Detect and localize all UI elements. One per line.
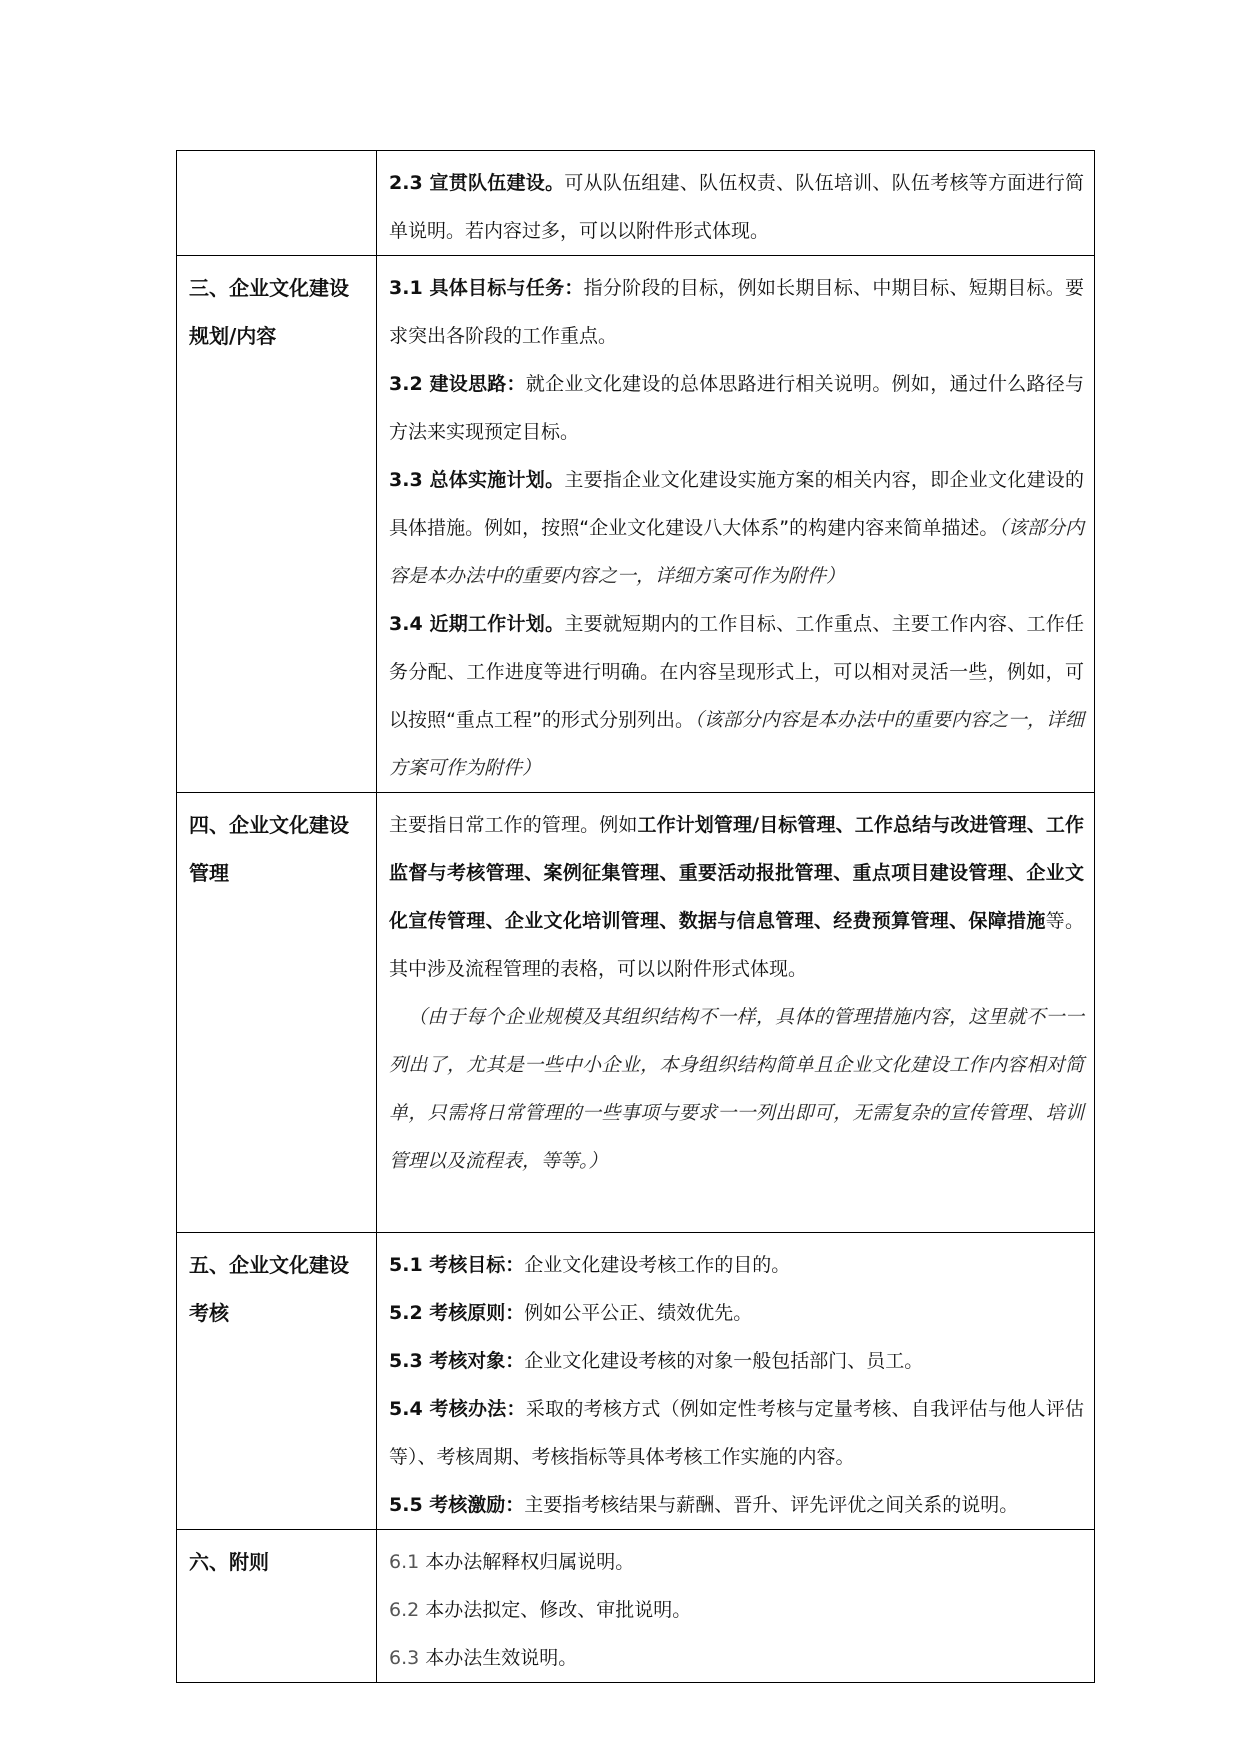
content-paragraph — [389, 1586, 1084, 1634]
section-content-cell — [377, 151, 1095, 256]
bold-text: 工作计划管理/目标管理、工作总结与改进管理、工作监督与考核管理、案例征集管理、重要活动报批管理、重点项目建设管理、企业文化宣传管理、企业文化培训管理、数据与信息管理、经费预算管理、保障措施 — [389, 814, 1084, 932]
body-text: 企业文化建设考核工作的目的。 — [524, 1254, 791, 1276]
content-paragraph — [389, 264, 1084, 360]
table-row — [177, 1233, 1095, 1530]
table-row — [177, 793, 1095, 1233]
section-heading: 四、企业文化建设管理 — [189, 813, 349, 885]
bold-text: 3.1 具体目标与任务： — [389, 277, 584, 299]
content-paragraph — [389, 1385, 1084, 1481]
section-heading-cell — [177, 1530, 377, 1683]
bold-text: 3.2 建设思路： — [389, 373, 526, 395]
section-heading: 五、企业文化建设考核 — [189, 1253, 349, 1325]
section-content-cell — [377, 1530, 1095, 1683]
table-row — [177, 151, 1095, 256]
body-text: 6.3 — [389, 1647, 426, 1669]
content-paragraph — [389, 1337, 1084, 1385]
bold-text: 5.2 考核原则： — [389, 1302, 525, 1324]
body-text: 本办法解释权归属说明。 — [425, 1551, 635, 1573]
bold-text: 2.3 宣贯队伍建设。 — [389, 172, 565, 194]
content-paragraph — [389, 600, 1084, 792]
body-text: 6.2 — [389, 1599, 426, 1621]
bold-text: 3.3 总体实施计划。 — [389, 469, 565, 491]
body-text: 企业文化建设考核的对象一般包括部门、员工。 — [524, 1350, 924, 1372]
italic-note: （该部分内容是本办法中的重要内容之一，详细方案可作为附件） — [389, 517, 1084, 587]
section-content-cell — [377, 1233, 1095, 1530]
section-content-cell — [377, 256, 1095, 793]
content-paragraph — [389, 1538, 1084, 1586]
bold-text: 5.4 考核办法： — [389, 1398, 526, 1420]
body-text: 主要指考核结果与薪酬、晋升、评先评优之间关系的说明。 — [524, 1494, 1019, 1516]
table-row — [177, 1530, 1095, 1683]
content-paragraph — [389, 1241, 1084, 1289]
section-heading: 六、附则 — [189, 1550, 269, 1574]
bold-text: 3.4 近期工作计划。 — [389, 613, 565, 635]
bold-text: 5.3 考核对象： — [389, 1350, 525, 1372]
content-paragraph — [389, 993, 1084, 1185]
section-heading-cell — [177, 256, 377, 793]
content-paragraph — [389, 360, 1084, 456]
section-heading: 三、企业文化建设规划/内容 — [189, 276, 349, 348]
content-paragraph — [389, 801, 1084, 993]
section-heading-cell — [177, 1233, 377, 1530]
body-text: 本办法拟定、修改、审批说明。 — [425, 1599, 692, 1621]
body-text: 指分阶段的目标，例如长期目标、中期目标、短期目标。要求突出各阶段的工作重点。 — [389, 277, 1084, 347]
content-paragraph — [389, 1289, 1084, 1337]
table-row — [177, 256, 1095, 793]
italic-note: （由于每个企业规模及其组织结构不一样，具体的管理措施内容，这里就不一一列出了，尤其是一些中小企业，本身组织结构简单且企业文化建设工作内容相对简单，只需将日常管理的一些事项与要求一一列出即可，无需复杂的宣传管理、培训管理以及流程表，等等。） — [389, 1006, 1084, 1172]
section-heading-cell — [177, 793, 377, 1233]
bold-text: 5.5 考核激励： — [389, 1494, 525, 1516]
italic-note: （该部分内容是本办法中的重要内容之一，详细方案可作为附件） — [389, 709, 1084, 779]
body-text: 本办法生效说明。 — [425, 1647, 578, 1669]
body-text: 可从队伍组建、队伍权责、队伍培训、队伍考核等方面进行简单说明。若内容过多，可以以附件形式体现。 — [389, 172, 1084, 242]
body-text: 例如公平公正、绩效优先。 — [524, 1302, 753, 1324]
content-paragraph — [389, 1481, 1084, 1529]
body-text: 6.1 — [389, 1551, 426, 1573]
body-text: 主要指日常工作的管理。例如 — [389, 814, 638, 836]
section-content-cell — [377, 793, 1095, 1233]
content-paragraph — [389, 1634, 1084, 1682]
body-text: 等。其中涉及流程管理的表格，可以以附件形式体现。 — [389, 910, 1084, 980]
body-text: 就企业文化建设的总体思路进行相关说明。例如，通过什么路径与方法来实现预定目标。 — [389, 373, 1084, 443]
content-paragraph — [389, 159, 1084, 255]
document-table — [176, 150, 1095, 1683]
body-text: 主要就短期内的工作目标、工作重点、主要工作内容、工作任务分配、工作进度等进行明确。在内容呈现形式上，可以相对灵活一些，例如，可以按照“重点工程”的形式分别列出。 — [389, 613, 1084, 731]
bold-text: 5.1 考核目标： — [389, 1254, 525, 1276]
body-text: 主要指企业文化建设实施方案的相关内容，即企业文化建设的具体措施。例如，按照“企业文化建设八大体系”的构建内容来简单描述。 — [389, 469, 1084, 539]
content-paragraph — [389, 456, 1084, 600]
section-heading-cell — [177, 151, 377, 256]
body-text: 采取的考核方式（例如定性考核与定量考核、自我评估与他人评估等）、考核周期、考核指标等具体考核工作实施的内容。 — [389, 1398, 1084, 1468]
table-body — [177, 151, 1095, 1683]
